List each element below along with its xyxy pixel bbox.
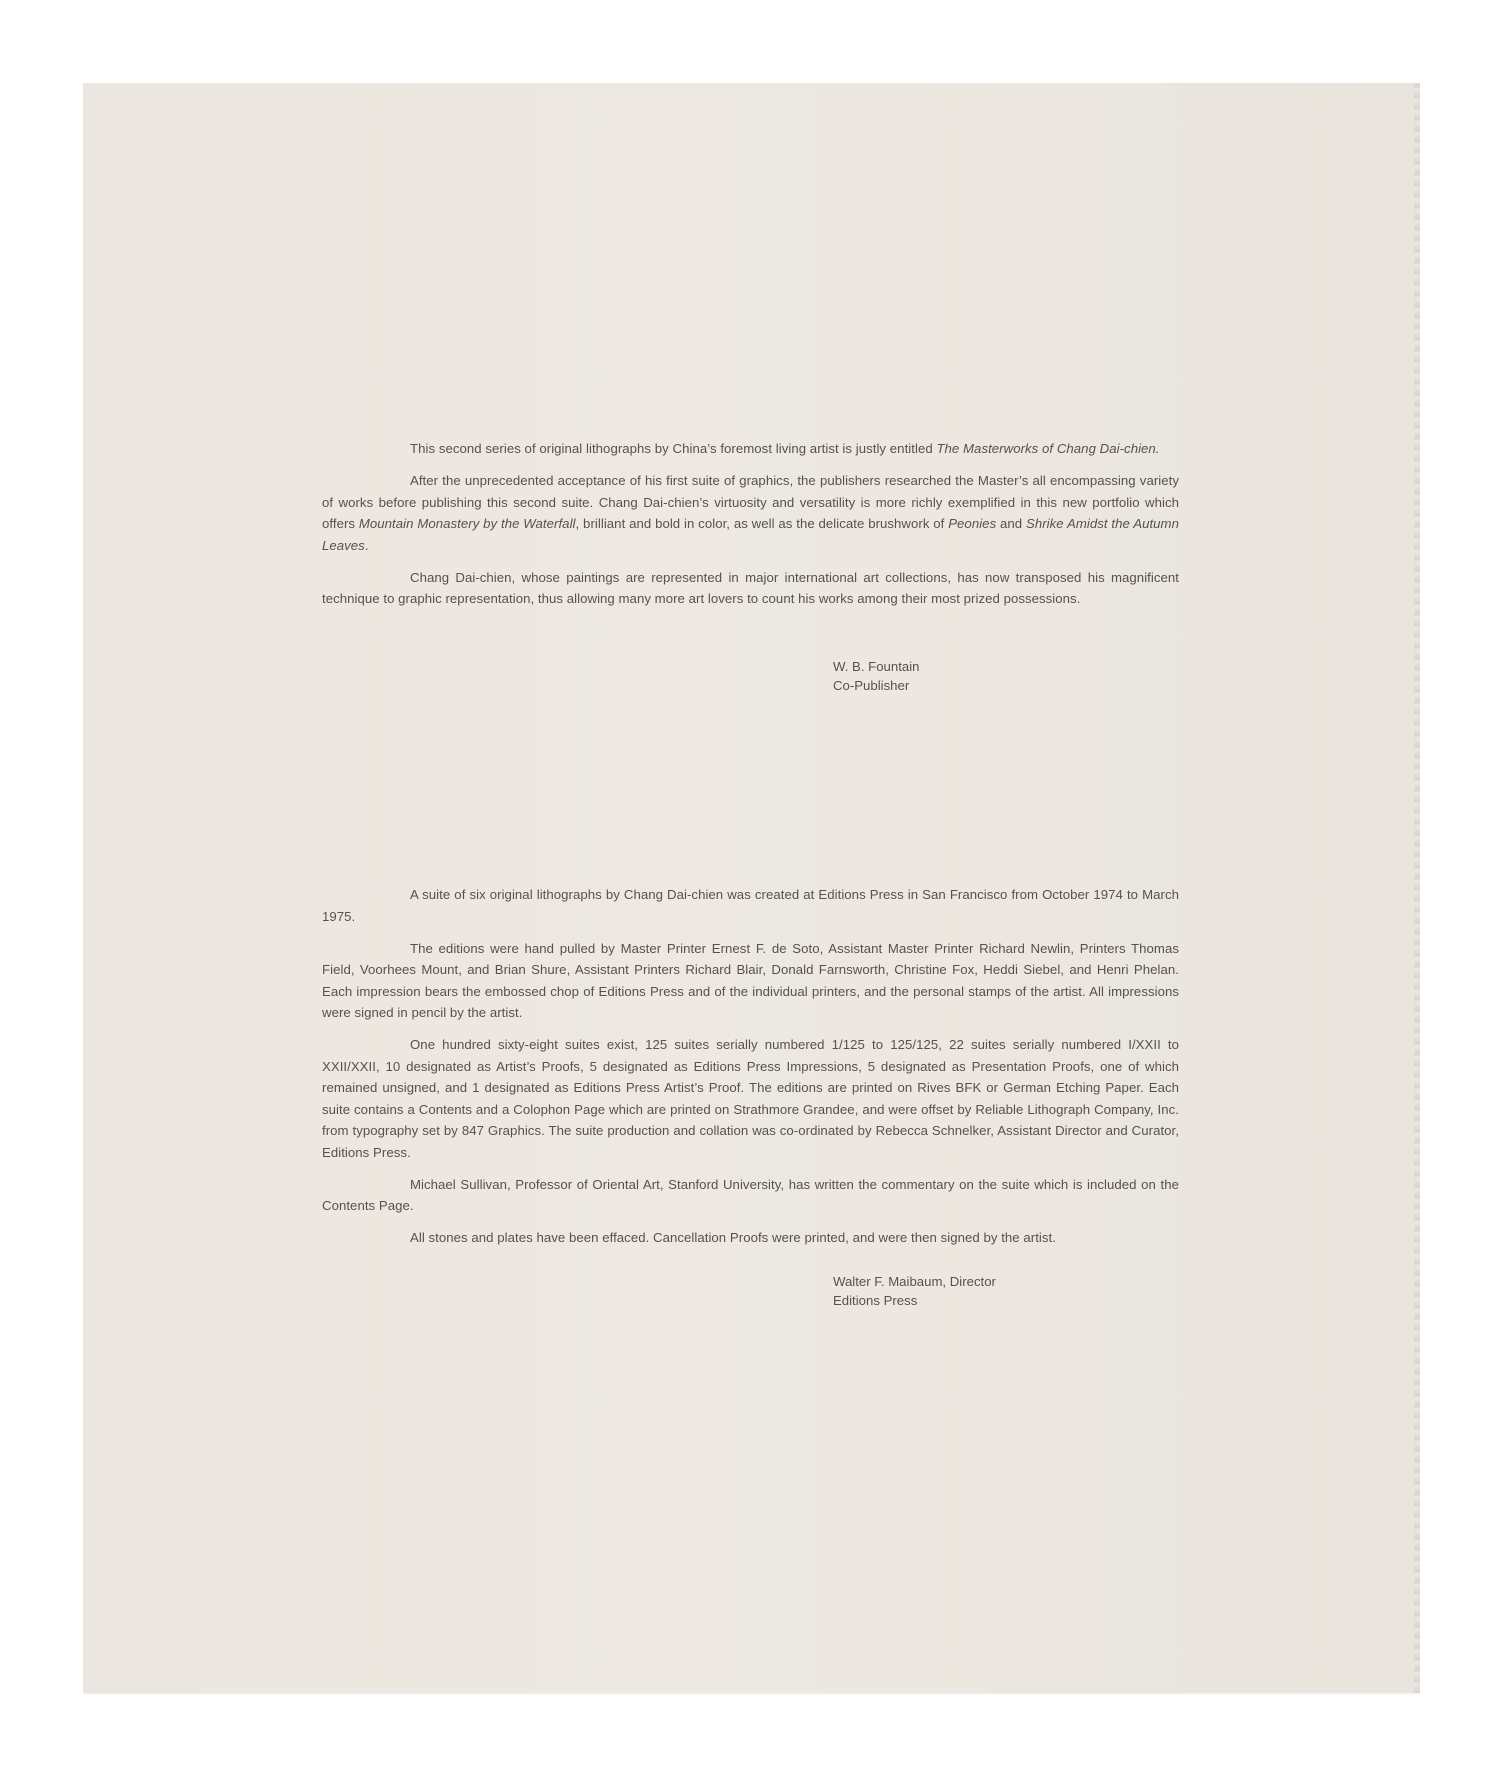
colophon-paragraph-4: Michael Sullivan, Professor of Oriental Art, Stanford University, has written the commentary on the suite which is included on the Contents Page. xyxy=(322,1176,1179,1213)
signature-title: Editions Press xyxy=(833,1293,918,1308)
portfolio-title: The Masterworks of Chang Dai-chien. xyxy=(936,441,1160,456)
artwork-title-peonies: Peonies xyxy=(948,516,997,531)
intro-paragraph-1 xyxy=(322,438,1179,460)
signature-title: Co-Publisher xyxy=(833,678,910,693)
artwork-title-mountain: Mountain Monastery by the Waterfall xyxy=(358,516,576,531)
signature-name: Walter F. Maibaum, Director xyxy=(833,1274,996,1289)
colophon-paragraph-2: The editions were hand pulled by Master Printer Ernest F. de Soto, Assistant Master Printer Richard Newlin, Printers Thomas Field, Voorhees Mount, and Brian Shure, Assistant Printers Richard Blair, Donald Farnsworth, Christine Fox, Heddi Siebel, and Henri Phelan. Each impression bears the embossed chop of Editions Press and of the individual printers, and the personal stamps of the artist. All impressions were signed in pencil by the artist. xyxy=(322,940,1179,1020)
colophon-paragraph-5: All stones and plates have been effaced. Cancellation Proofs were printed, and were then signed by the artist. xyxy=(410,1230,1056,1245)
signature-name: W. B. Fountain xyxy=(833,659,920,674)
intro-p2-text-d: . xyxy=(364,537,369,553)
intro-p2-text-b: , brilliant and bold in color, as well as the delicate brushwork of xyxy=(575,516,949,531)
colophon-paragraph-1: A suite of six original lithographs by Chang Dai-chien was created at Editions Press in San Francisco from October 1974 to March 1975. xyxy=(322,887,1179,924)
intro-paragraph-3: Chang Dai-chien, whose paintings are represented in major international art collections, has now transposed his magnificent technique to graphic representation, thus allowing many more art lovers to count his works among their most prized possessions. xyxy=(322,569,1179,606)
intro-text xyxy=(322,438,1179,620)
intro-p2-text-a: After the unprecedented acceptance of his first suite of graphics, the publishers researched the Master’s all encompassing variety of works before publishing this second suite. Chang Dai-chien’s virtuosity and versatility is more richly exemplified in this new portfolio which offers xyxy=(322,473,1179,531)
intro-p2-text-c: and xyxy=(996,516,1026,531)
colophon-text xyxy=(322,884,1179,1259)
intro-paragraph-2 xyxy=(322,470,1179,556)
colophon-paragraph-3: One hundred sixty-eight suites exist, 125 suites serially numbered 1/125 to 125/125, 22 suites serially numbered I/XXII to XXII/XXII, 10 designated as Artist’s Proofs, 5 designated as Editions Press Impressions, 5 designated as Presentation Proofs, one of which remained unsigned, and 1 designated as Editions Press Artist’s Proof. The editions are printed on Rives BFK or German Etching Paper. Each suite contains a Contents and a Colophon Page which are printed on Strathmore Grandee, and were offset by Reliable Lithograph Company, Inc. from typography set by 847 Graphics. The suite production and collation was co-ordinated by Rebecca Schnelker, Assistant Director and Curator, Editions Press. xyxy=(322,1037,1179,1160)
publisher-signature xyxy=(833,657,920,695)
deckle-edge xyxy=(1414,83,1420,1693)
artwork-title-shrike: Shrike Amidst the Autumn Leaves xyxy=(322,516,1179,553)
intro-p1-text: This second series of original lithographs by China’s foremost living artist is justly entitled xyxy=(410,441,937,456)
director-signature xyxy=(833,1272,996,1310)
